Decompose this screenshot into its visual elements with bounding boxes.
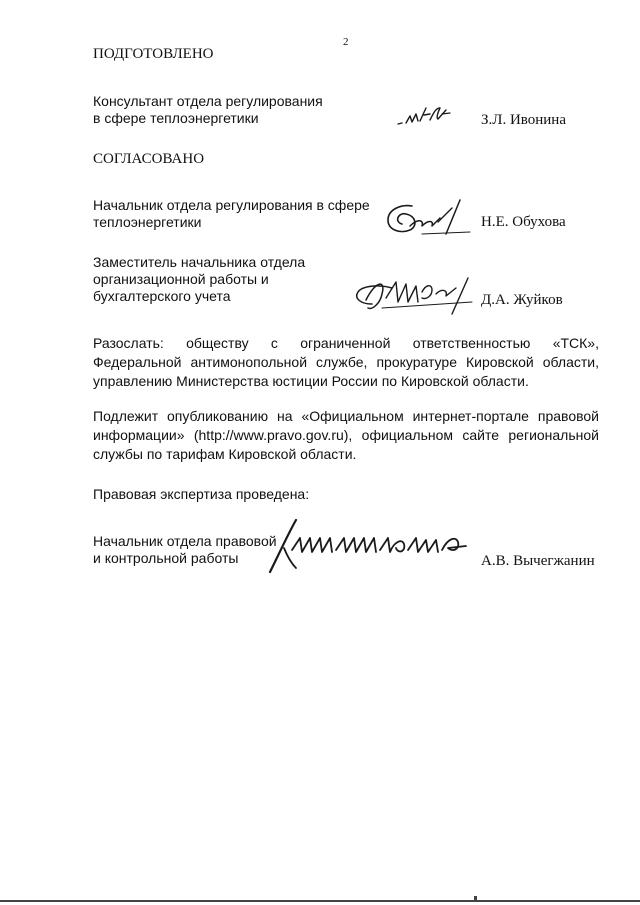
distribution-paragraph: Разослать: обществу с ограниченной ответственностью «ТСК», Федеральной антимонопольной службе, прокуратуре Кировской области, управлению Министерства юстиции России по Кировской области. xyxy=(93,335,599,389)
page-bottom-edge xyxy=(0,900,640,902)
signer2-position-line2: организационной работы и xyxy=(93,271,269,287)
signer1-position-line2: теплоэнергетики xyxy=(93,214,202,230)
legal-position-line2: и контрольной работы xyxy=(93,550,239,566)
legal-position-line1: Начальник отдела правовой xyxy=(93,533,277,549)
legal-name: А.В. Вычегжанин xyxy=(481,553,595,569)
signer2-position-line3: бухгалтерского учета xyxy=(93,288,231,304)
agreed-heading: СОГЛАСОВАНО xyxy=(93,151,205,167)
signature-vychegzhanin xyxy=(262,512,472,576)
signer2-name: Д.А. Жуйков xyxy=(481,292,563,308)
page-number: 2 xyxy=(343,36,349,48)
page-bottom-edge-tick xyxy=(474,896,477,902)
prepared-signatory-name: З.Л. Ивонина xyxy=(481,112,566,128)
signature-obukhova xyxy=(382,196,474,242)
prepared-heading: ПОДГОТОВЛЕНО xyxy=(93,46,214,62)
legal-heading: Правовая экспертиза проведена: xyxy=(93,486,310,502)
signer1-position-line1: Начальник отдела регулирования в сфере xyxy=(93,197,370,213)
signature-ivonina xyxy=(396,102,460,128)
signer2-position-line1: Заместитель начальника отдела xyxy=(93,254,306,270)
publication-paragraph: Подлежит опубликованию на «Официальном интернет-портале правовой информации» (http://www.pravo.gov.ru), официальном сайте региональной службы по тарифам Кировской области. xyxy=(93,408,599,462)
prepared-position-line1: Консультант отдела регулирования xyxy=(93,93,323,109)
signature-zhuikov xyxy=(352,274,476,318)
signer1-name: Н.Е. Обухова xyxy=(481,214,566,230)
prepared-position-line2: в сфере теплоэнергетики xyxy=(93,110,259,126)
